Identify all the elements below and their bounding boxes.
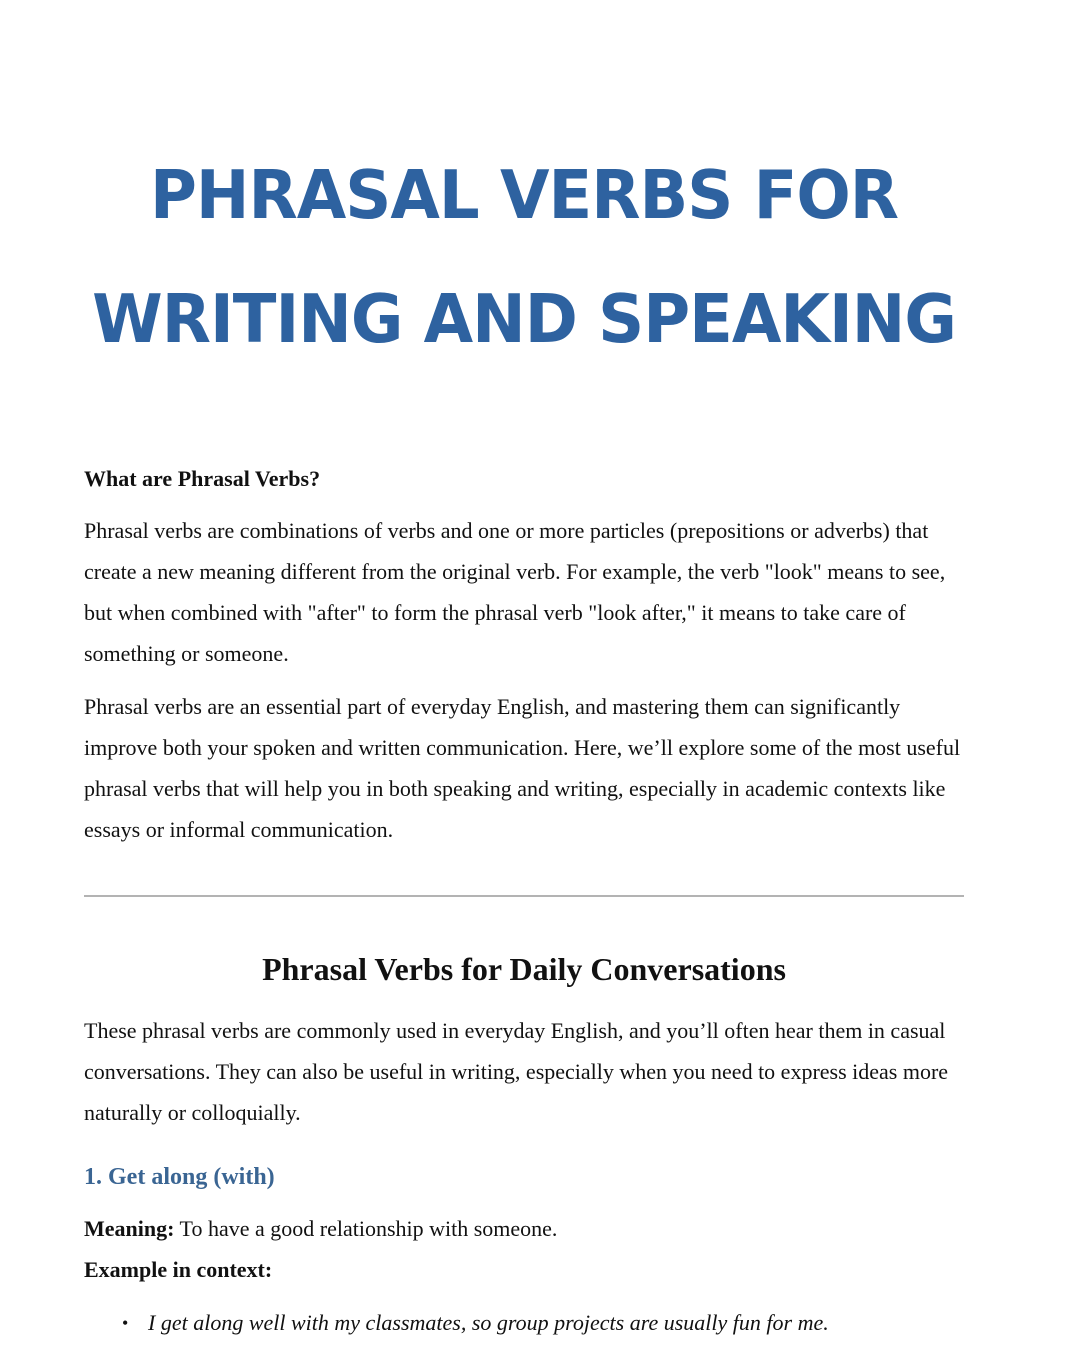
- meaning-text: To have a good relationship with someone.: [174, 1216, 558, 1241]
- intro-heading: What are Phrasal Verbs?: [84, 466, 321, 491]
- example-text: I get along well with my classmates, so group projects are usually fun for me.: [148, 1310, 829, 1335]
- section-paragraph: These phrasal verbs are commonly used in everyday English, and you’ll often hear them in casual conversations. They can also be useful in writing, especially when you need to express ideas more naturally or colloquially.: [84, 1018, 949, 1125]
- title-line-2: WRITING AND SPEAKING: [92, 281, 956, 359]
- bullet-icon: •: [122, 1313, 129, 1333]
- example-list: [84, 1306, 829, 1340]
- phrasal-verb-heading: 1. Get along (with): [84, 1164, 275, 1190]
- title-line-1: PHRASAL VERBS FOR: [149, 157, 899, 235]
- section-divider: [84, 895, 964, 897]
- meaning-label: Meaning:: [84, 1216, 175, 1241]
- example-item: [84, 1306, 829, 1340]
- document-title: [84, 134, 964, 382]
- intro-paragraph-2: Phrasal verbs are an essential part of everyday English, and mastering them can significantly improve both your spoken and written communication. Here, we’ll explore some of the most useful phrasal verbs that will help you in both speaking and writing, especially in academic contexts like essays or informal communication.: [84, 694, 961, 842]
- section-heading: Phrasal Verbs for Daily Conversations: [262, 951, 786, 987]
- meaning-line: [84, 1212, 557, 1246]
- example-label: Example in context:: [84, 1257, 273, 1282]
- intro-paragraph-1: Phrasal verbs are combinations of verbs and one or more particles (prepositions or adverbs) that create a new meaning different from the original verb. For example, the verb "look" means to see, but when combined with "after" to form the phrasal verb "look after," it means to take care of something or someone.: [84, 518, 946, 666]
